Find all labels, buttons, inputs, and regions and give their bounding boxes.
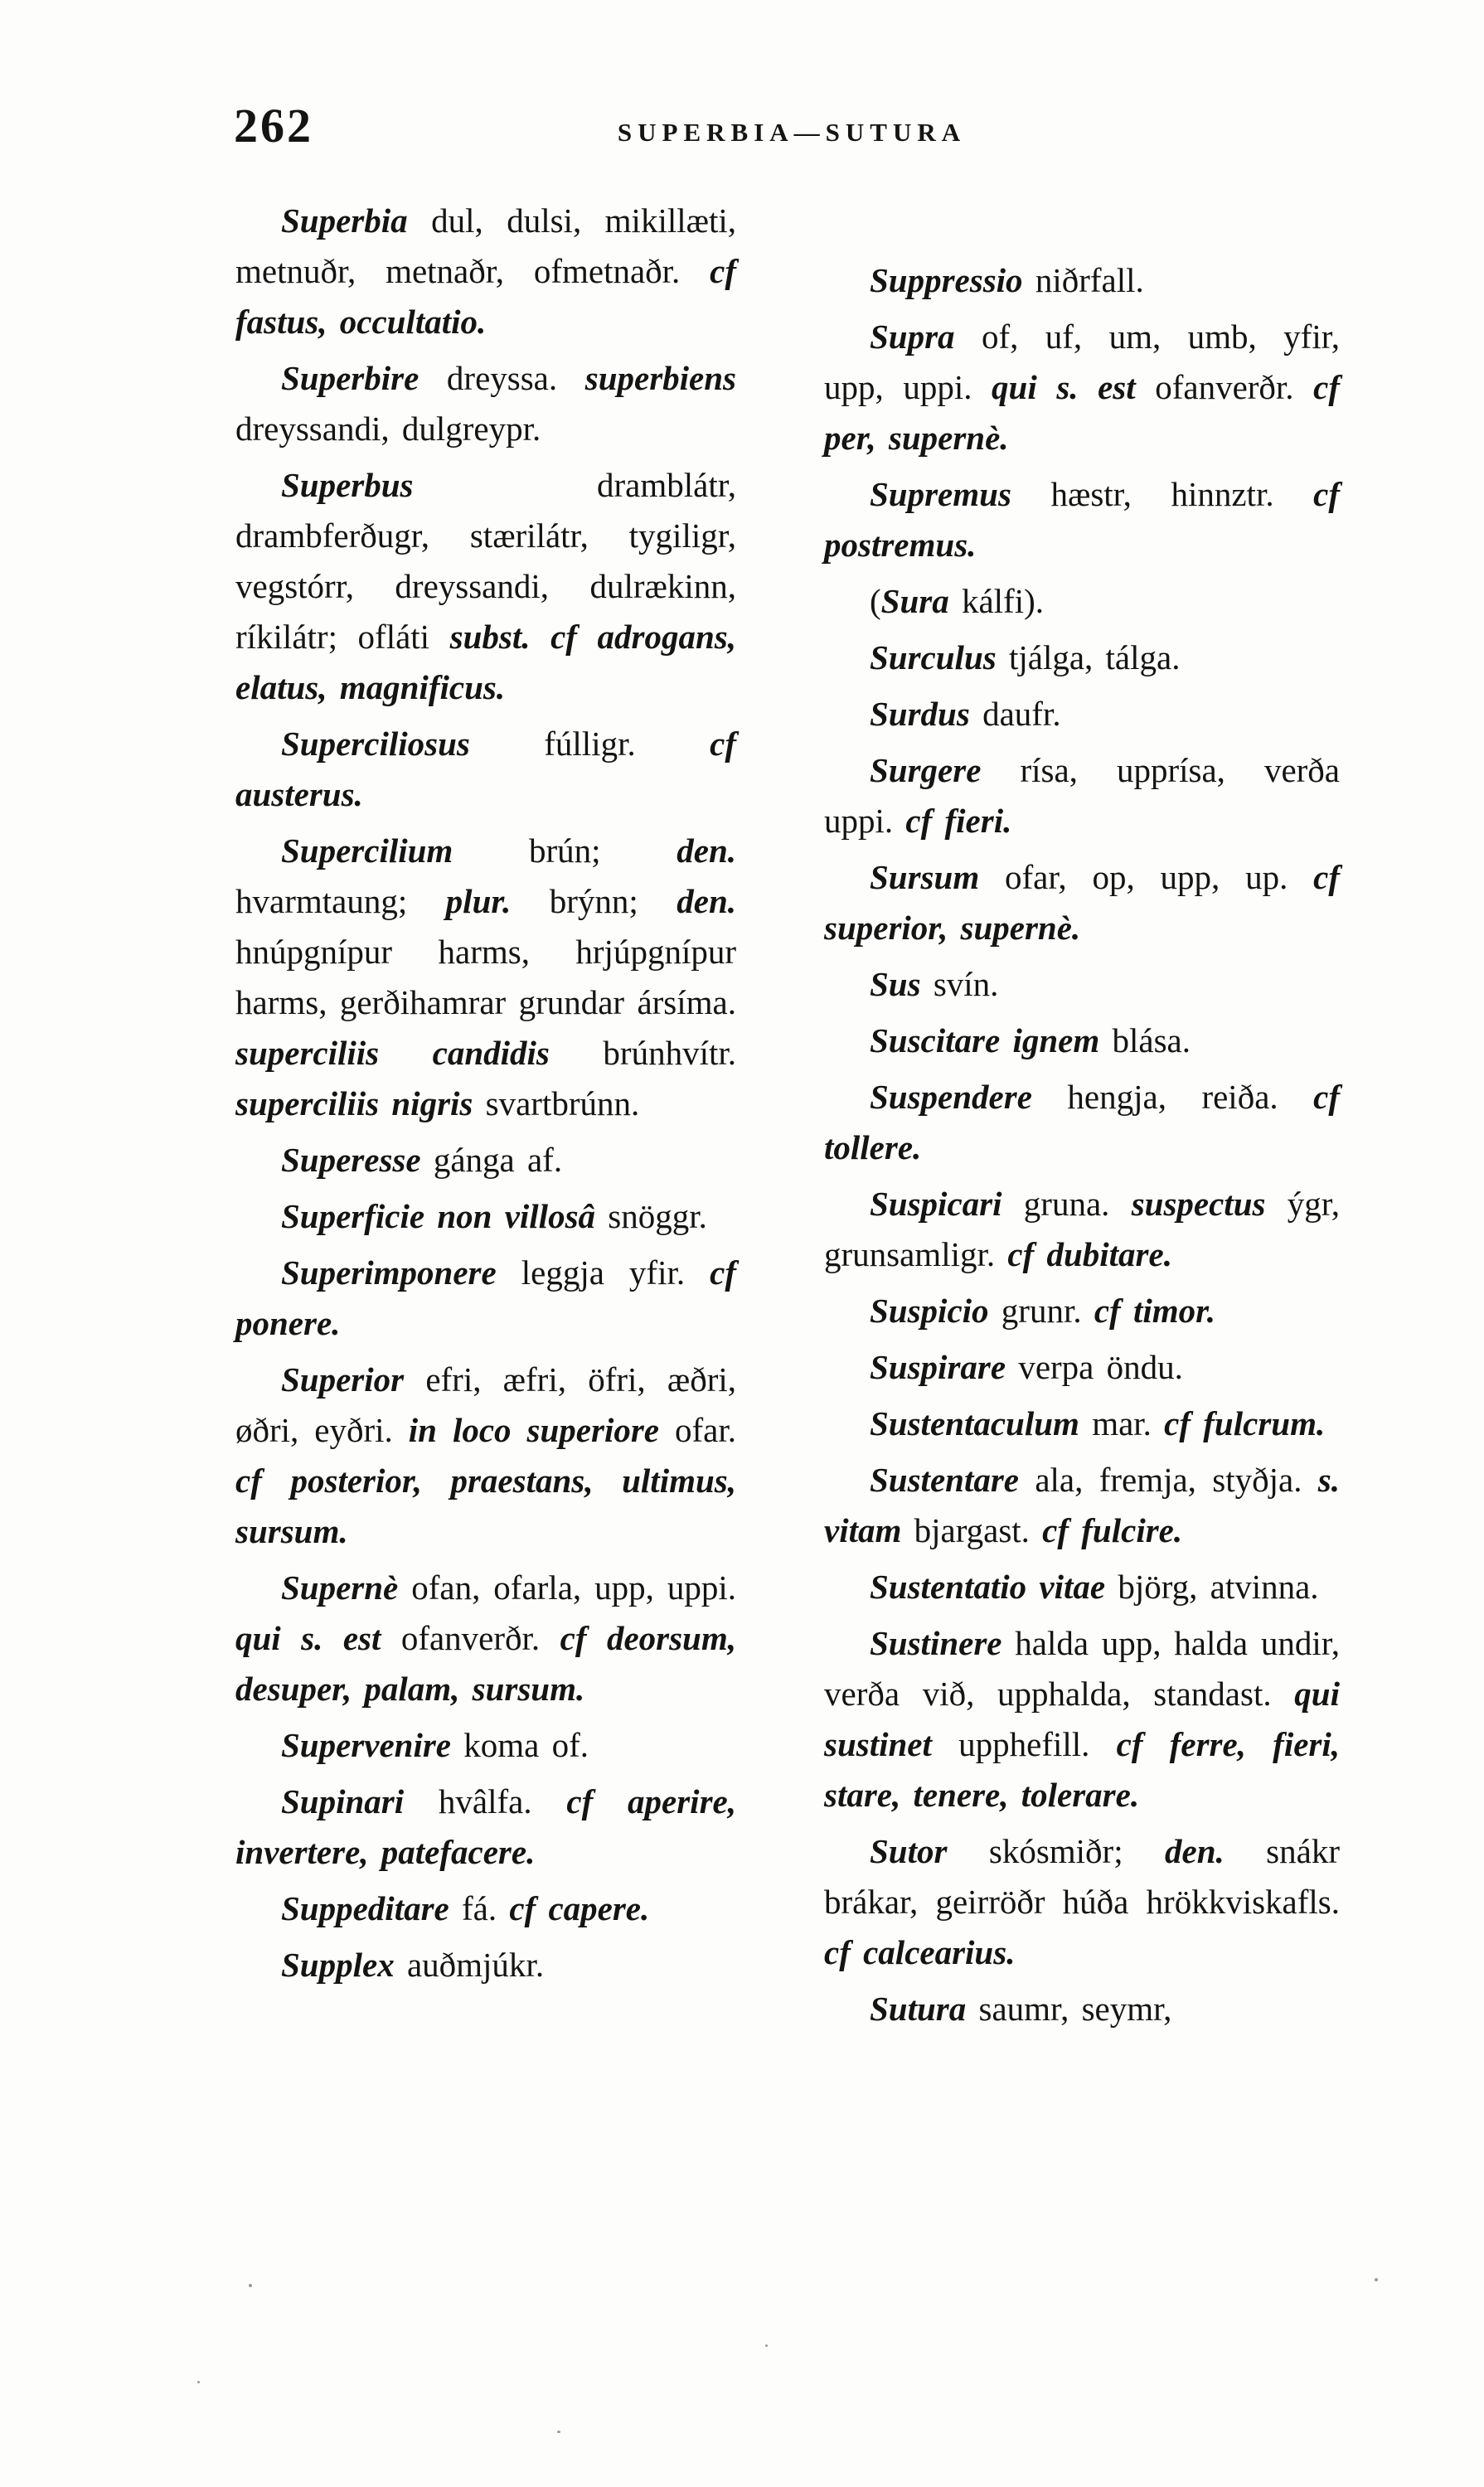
icelandic-text: koma of. [451,1726,589,1764]
scan-speck [765,2344,768,2347]
headword: Supervenire [281,1726,451,1764]
dictionary-entry [824,689,1340,739]
headword: Suppeditare [281,1889,449,1927]
latin-text: non villosâ [437,1197,596,1235]
icelandic-text: björg, atvinna. [1105,1568,1319,1606]
headword: Sura [880,582,949,620]
latin-text: cf fulcire. [1042,1511,1183,1549]
latin-text: superciliis nigris [235,1084,473,1122]
icelandic-text: brún; [453,831,677,870]
icelandic-text: leggja yfir. [496,1253,710,1292]
dictionary-entry [235,1720,736,1771]
icelandic-text: hengja, reiða. [1031,1078,1314,1116]
right-column [824,255,1340,2040]
icelandic-text: verpa öndu. [1006,1348,1183,1386]
dictionary-entry [824,1342,1340,1393]
icelandic-text: upphefill. [931,1725,1117,1763]
icelandic-text: ( [870,582,881,620]
headword: Superesse [281,1141,421,1179]
dictionary-entry [824,1072,1340,1173]
icelandic-text: dul, dulsi, mikillæti, metnuðr, metnaðr, ofmetnaðr. [235,201,736,290]
dictionary-entry [235,1563,736,1714]
latin-text: cf ponere. [235,1253,736,1342]
icelandic-text: snöggr. [595,1197,707,1235]
dictionary-entry [824,1179,1340,1280]
dictionary-entry [235,1135,736,1185]
icelandic-text: gánga af. [420,1141,563,1179]
latin-text: cf fieri. [905,802,1012,840]
headword: Sus [870,965,921,1003]
text-columns [235,196,1340,2040]
icelandic-text: brúnhvítr. [549,1034,736,1072]
icelandic-text: tjálga, tálga. [996,638,1181,676]
icelandic-text: gruna. [1001,1185,1132,1223]
headword: Superimponere [281,1253,497,1292]
icelandic-text: skósmiðr; [947,1832,1166,1870]
icelandic-text: ofanverðr. [381,1619,560,1657]
icelandic-text: dramblátr, drambferðugr, stærilátr, tygiligr, vegstórr, dreyssandi, dulrækinn, ríkilátr; ofláti [235,466,736,656]
dictionary-entry [824,1455,1340,1556]
headword: Sustentatio [870,1568,1027,1606]
latin-text: superciliis candidis [235,1034,550,1072]
icelandic-text: saumr, seymr, [966,1990,1172,2028]
headword: Surgere [870,751,982,789]
running-title: SUPERBIA—SUTURA [617,118,967,147]
latin-text: cf dubitare. [1007,1235,1172,1273]
headword: Sustentaculum [870,1404,1079,1442]
dictionary-entry [824,469,1340,570]
icelandic-text: auðmjúkr. [394,1946,545,1984]
page-number: 262 [234,99,313,153]
dictionary-entry [235,1355,736,1557]
latin-text: cf austerus. [235,725,736,813]
icelandic-text: kálfi). [948,582,1045,620]
headword: Surdus [870,695,970,733]
icelandic-text: bjargast. [901,1511,1043,1549]
latin-text: cf ferre, fieri, stare, tenere, tolerare. [824,1725,1341,1814]
latin-text: cf fulcrum. [1164,1404,1326,1442]
icelandic-text: dreyssandi, dulgreypr. [235,410,541,448]
icelandic-text: svartbrúnn. [473,1084,640,1122]
dictionary-entry [824,1618,1340,1820]
dictionary-entry [235,1777,736,1878]
latin-text: cf per, supernè. [824,368,1340,457]
icelandic-text: blása. [1099,1021,1191,1059]
headword: Sustinere [870,1624,1002,1662]
headword: Suspendere [870,1078,1032,1116]
headword: Suscitare [870,1021,1001,1059]
headword: Supplex [281,1946,395,1984]
dictionary-entry [824,1826,1340,1978]
latin-text: cf aperire, invertere, patefacere. [235,1782,736,1871]
headword: Suspicio [870,1292,989,1330]
latin-text: in loco superiore [408,1411,660,1449]
latin-text: qui s. est [235,1619,381,1657]
dictionary-entry [824,576,1340,627]
dictionary-entry [235,826,736,1129]
scan-speck [1375,2278,1378,2281]
headword: Supra [870,318,955,356]
icelandic-text: dreyssa. [419,359,585,397]
latin-text: qui sustinet [824,1675,1340,1763]
headword: Suspicari [870,1185,1002,1223]
latin-text: cf fastus, occultatio. [235,252,736,341]
headword: Superficie [281,1197,425,1235]
dictionary-entry [824,1984,1340,2034]
headword: Superbire [281,359,419,397]
dictionary-entry [824,1562,1340,1612]
headword: Supernè [281,1568,399,1607]
headword: Superciliosus [281,725,470,763]
headword: Suppressio [870,261,1023,299]
icelandic-text: hæstr, hinnztr. [1011,475,1314,513]
latin-text: cf capere. [509,1889,650,1927]
icelandic-text: efri, æfri, öfri, æðri, øðri, eyðri. [235,1360,736,1449]
icelandic-text: snákr brákar, geirröðr húða hrökkviskafls. [824,1832,1340,1921]
latin-text: cf superior, supernè. [824,858,1340,947]
latin-text: den. [677,831,736,870]
icelandic-text: hvarmtaung; [235,882,446,920]
latin-text: den. [677,882,736,920]
left-column [235,196,736,1996]
scan-speck [249,2284,252,2287]
icelandic-text: rísa, upprísa, verða uppi. [824,751,1340,840]
icelandic-text: fá. [449,1889,510,1927]
dictionary-entry [235,1883,736,1934]
headword: Superior [281,1360,405,1399]
latin-text: superbiens [584,359,736,397]
dictionary-entry [824,633,1340,683]
headword: Sutura [870,1990,967,2028]
dictionary-entry [235,1940,736,1990]
icelandic-text: ofar. [659,1411,736,1449]
dictionary-entry [235,353,736,454]
latin-text: subst. cf adrogans, elatus, magnificus. [235,618,736,706]
icelandic-text: ýgr, grunsamligr. [824,1185,1341,1273]
icelandic-text [424,1197,437,1235]
dictionary-entry [824,745,1340,846]
latin-text: cf deorsum, desuper, palam, sursum. [235,1619,737,1708]
dictionary-entry [824,1399,1340,1449]
icelandic-text: ala, fremja, styðja. [1019,1461,1318,1499]
latin-text: cf tollere. [824,1078,1340,1166]
icelandic-text: ofan, ofarla, upp, uppi. [398,1568,736,1607]
scan-speck [197,2381,200,2383]
dictionary-entry [824,1016,1340,1066]
icelandic-text: ofar, op, upp, up. [979,858,1314,896]
latin-text: s. vitam [824,1461,1340,1549]
latin-text: ignem [1000,1021,1100,1059]
headword: Surculus [870,638,997,676]
dictionary-entry [235,1248,736,1349]
dictionary-entry [824,852,1340,953]
icelandic-text: grunr. [988,1292,1094,1330]
latin-text: cf calcearius. [824,1933,1016,1971]
dictionary-entry [824,255,1340,306]
dictionary-entry [824,312,1340,463]
headword: Supinari [281,1782,405,1820]
icelandic-text: fúlligr. [469,725,710,763]
headword: Sustentare [870,1461,1019,1499]
icelandic-text: brýnn; [511,882,677,920]
dictionary-entry [235,719,736,820]
headword: Suspirare [870,1348,1006,1386]
headword: Superbia [281,201,408,240]
latin-text: plur. [445,882,512,920]
dictionary-entry [235,1191,736,1242]
icelandic-text: mar. [1079,1404,1165,1442]
headword: Superbus [281,466,414,504]
icelandic-text: daufr. [969,695,1061,733]
dictionary-entry [824,1286,1340,1336]
latin-text: qui s. est [992,368,1136,406]
headword: Sursum [870,858,980,896]
icelandic-text: hnúpgnípur harms, hrjúpgnípur harms, gerðihamrar grundar ársíma. [235,933,736,1021]
icelandic-text: svín. [920,965,999,1003]
latin-text: den. [1165,1832,1225,1870]
icelandic-text: of, uf, um, umb, yfir, upp, uppi. [824,318,1340,406]
icelandic-text: halda upp, halda undir, verða við, upphalda, standast. [824,1624,1340,1713]
latin-text: suspectus [1131,1185,1266,1223]
headword: Supremus [870,475,1011,513]
scan-speck [557,2431,560,2433]
headword: Sutor [870,1832,948,1870]
dictionary-entry [235,196,736,347]
icelandic-text: niðrfall. [1022,261,1144,299]
latin-text: cf postremus. [824,475,1340,564]
dictionary-entry [235,460,736,713]
dictionary-entry [824,959,1340,1010]
latin-text: cf posterior, praestans, ultimus, sursum. [235,1462,736,1550]
icelandic-text: ofanverðr. [1135,368,1314,406]
icelandic-text: hvâlfa. [404,1782,567,1820]
headword: Supercilium [281,831,453,870]
latin-text: cf timor. [1094,1292,1216,1330]
latin-text: vitae [1026,1568,1106,1606]
